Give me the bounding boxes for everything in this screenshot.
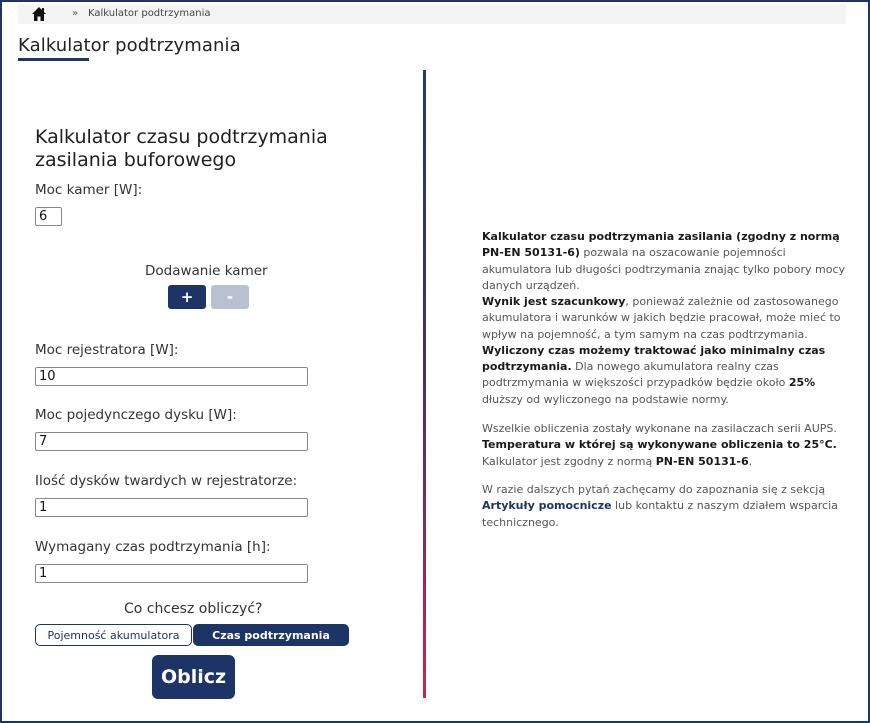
breadcrumb-separator: » — [72, 8, 79, 19]
info-aups-text: Wszelkie obliczenia zostały wykonane na zasilaczach serii AUPS. — [482, 422, 837, 435]
camera-power-label: Moc kamer [W]: — [35, 182, 143, 198]
info-real-time-text: Dla nowego akumulatora realny czas podtrzmymania w większości przypadków będzie około — [482, 360, 789, 390]
info-paragraph-conditions — [482, 421, 852, 470]
page-title: Kalkulator podtrzymania — [18, 35, 241, 56]
info-paragraph-help — [482, 482, 852, 531]
disk-count-label: Ilość dysków twardych w rejestratorze: — [35, 473, 298, 489]
info-minimal-time-bold: Wyliczony czas możemy traktować jako minimalny czas podtrzymania. — [482, 343, 826, 374]
column-divider — [423, 70, 426, 698]
required-time-label: Wymagany czas podtrzymania [h]: — [35, 539, 271, 555]
info-estimate-bold: Wynik jest szacunkowy — [482, 295, 626, 308]
info-help-text: W razie dalszych pytań zachęcamy do zapoznania się z sekcją — [482, 483, 826, 496]
calculator-heading: Kalkulator czasu podtrzymania zasilania buforowego — [35, 126, 328, 171]
info-compliance-text: Kalkulator jest zgodny z normą — [482, 454, 656, 468]
info-intro-text: pozwala na oszacowanie pojemności akumulatora lub długości podtrzymania znając tylko pobory mocy danych urządzeń. — [482, 246, 846, 292]
info-intro-bold: Kalkulator czasu podtrzymania zasilania (zgodny z normą PN-EN 50131-6) — [482, 230, 840, 260]
disk-power-input[interactable] — [35, 432, 308, 451]
home-icon[interactable] — [31, 6, 47, 22]
calculate-button[interactable]: Oblicz — [152, 655, 235, 699]
required-time-input[interactable] — [35, 564, 308, 583]
info-norm-bold: PN-EN 50131-6 — [655, 454, 749, 468]
info-period: . — [748, 454, 753, 468]
disk-count-input[interactable] — [35, 498, 308, 517]
info-support-text: lub kontaktu z naszym działem wsparcia technicznego. — [482, 499, 838, 529]
title-underline — [18, 58, 89, 61]
info-norm-text: dłuższy od wyliczonego na podstawie normy. — [482, 392, 729, 406]
info-paragraph-intro — [482, 229, 852, 294]
add-cameras-label: Dodawanie kamer — [145, 263, 268, 279]
disk-power-label: Moc pojedynczego dysku [W]: — [35, 407, 237, 423]
breadcrumb-current: Kalkulator podtrzymania — [88, 8, 211, 19]
info-percent-bold: 25% — [788, 376, 816, 390]
remove-camera-button[interactable]: - — [211, 285, 249, 309]
info-paragraph-estimate — [482, 294, 852, 408]
calculation-question: Co chcesz obliczyć? — [124, 601, 263, 617]
help-articles-link[interactable]: Artykuły pomocnicze — [482, 499, 612, 513]
camera-power-input[interactable] — [35, 207, 62, 226]
info-estimate-text: , ponieważ zależnie od zastosowanego akumulatora i warunków w jakich będzie pracował, może mieć to wpływ na pojemność, a tym samym na czas podtrzymania. — [482, 295, 841, 341]
option-backup-time[interactable]: Czas podtrzymania — [193, 624, 349, 646]
breadcrumb — [18, 4, 846, 24]
recorder-power-input[interactable] — [35, 367, 308, 386]
option-battery-capacity[interactable]: Pojemność akumulatora — [35, 624, 192, 646]
info-temperature-bold: Temperatura w której są wykonywane obliczenia to 25°C. — [482, 438, 837, 452]
recorder-power-label: Moc rejestratora [W]: — [35, 342, 179, 358]
add-camera-button[interactable]: + — [168, 285, 206, 309]
